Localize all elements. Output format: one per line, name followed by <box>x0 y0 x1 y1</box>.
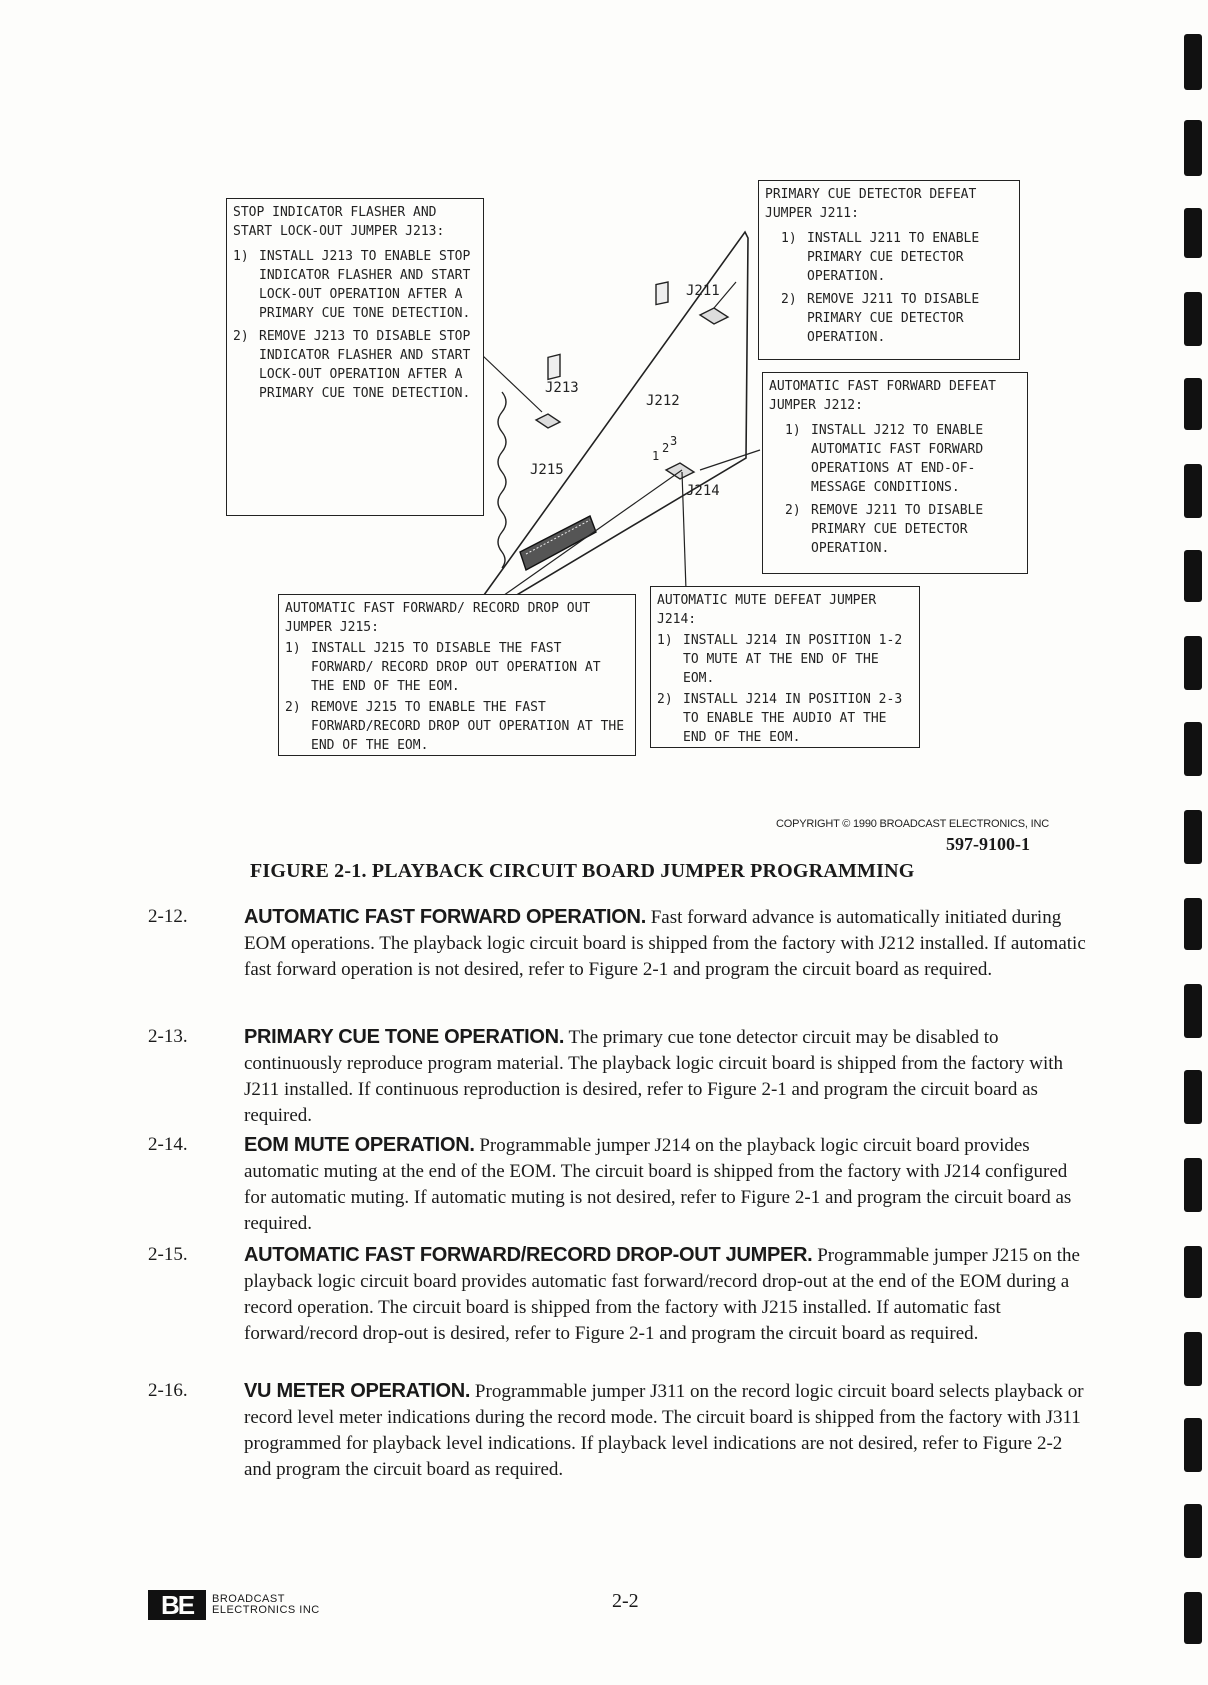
callout-j214-heading: AUTOMATIC MUTE DEFEAT JUMPER J214: <box>657 593 877 627</box>
paragraph <box>148 1378 1088 1483</box>
binder-mark <box>1184 1246 1202 1298</box>
item-text: REMOVE J213 TO DISABLE STOP INDICATOR FLASHER AND START LOCK-OUT OPERATION AFTER A PRIMARY CUE TONE DETECTION. <box>259 329 471 401</box>
paragraph-body <box>244 1024 1088 1129</box>
item-number: 2) <box>233 329 249 344</box>
callout-j213-heading: STOP INDICATOR FLASHER AND START LOCK-OUT JUMPER J213: <box>233 205 445 239</box>
callout-j214-item <box>657 631 913 688</box>
item-number: 2) <box>785 503 801 518</box>
edge-connector <box>520 516 596 570</box>
label-j213: J213 <box>545 380 579 396</box>
item-text: REMOVE J211 TO DISABLE PRIMARY CUE DETECTOR OPERATION. <box>811 503 984 556</box>
paragraph-body <box>244 904 1088 983</box>
paragraph <box>148 1132 1088 1237</box>
binder-mark <box>1184 1332 1202 1386</box>
item-number: 1) <box>285 641 301 656</box>
binder-mark <box>1184 1070 1202 1124</box>
item-text: INSTALL J213 TO ENABLE STOP INDICATOR FLASHER AND START LOCK-OUT OPERATION AFTER A PRIMARY CUE TONE DETECTION. <box>259 249 471 321</box>
jumper-j213 <box>536 414 560 428</box>
part-number: 597-9100-1 <box>946 834 1030 854</box>
callout-j211-item <box>765 290 1013 347</box>
paragraph-text: Programmable jumper J311 on the record logic circuit board selects playback or record level meter indications during the record mode. The circuit board is shipped from the factory with J311 programmed for playback level indications. If playback level indications are not desired, refer to Figure 2-2 and program the circuit board as required. <box>244 1381 1084 1480</box>
paragraph-body <box>244 1242 1088 1347</box>
paragraph-number: 2-15. <box>148 1244 188 1265</box>
paragraph-number: 2-14. <box>148 1134 188 1155</box>
jumper-j211 <box>700 308 728 324</box>
callout-j215-item <box>285 698 629 755</box>
label-j215: J215 <box>530 462 564 478</box>
label-position-1: 1 <box>652 449 660 463</box>
label-j214: J214 <box>686 483 720 499</box>
callout-j211-heading: PRIMARY CUE DETECTOR DEFEAT JUMPER J211: <box>765 187 977 221</box>
callout-j215-item <box>285 639 629 696</box>
binder-mark <box>1184 898 1202 950</box>
callout-j213-item <box>233 327 477 403</box>
item-number: 1) <box>781 231 797 246</box>
binder-mark <box>1184 810 1202 864</box>
paragraph-text: Fast forward advance is automatically initiated during EOM operations. The playback logic circuit board is shipped from the factory with J212 installed. If automatic fast forward operation is not desired, refer to Figure 2-1 and program the circuit board as required. <box>244 907 1086 980</box>
paragraph-heading: EOM MUTE OPERATION. <box>244 1134 475 1156</box>
paragraph-heading: AUTOMATIC FAST FORWARD OPERATION. <box>244 906 646 928</box>
binder-mark <box>1184 1158 1202 1212</box>
paragraph-number: 2-16. <box>148 1380 188 1401</box>
binder-mark <box>1184 1592 1202 1644</box>
callout-j215-heading: AUTOMATIC FAST FORWARD/ RECORD DROP OUT JUMPER J215: <box>285 601 591 635</box>
page-number: 2-2 <box>612 1590 639 1612</box>
paragraph-heading: PRIMARY CUE TONE OPERATION. <box>244 1026 565 1048</box>
item-number: 2) <box>657 692 673 707</box>
item-number: 1) <box>233 249 249 264</box>
item-text: INSTALL J212 TO ENABLE AUTOMATIC FAST FORWARD OPERATIONS AT END-OF-MESSAGE CONDITIONS. <box>811 423 984 495</box>
callout-j214 <box>650 586 920 748</box>
jumper-j215 <box>548 354 560 379</box>
binder-mark <box>1184 1504 1202 1558</box>
logo-line-1: BROADCAST <box>212 1593 285 1605</box>
item-number: 2) <box>781 292 797 307</box>
label-position-2: 2 <box>662 441 670 455</box>
paragraph-heading: AUTOMATIC FAST FORWARD/RECORD DROP-OUT JUMPER. <box>244 1244 813 1266</box>
paragraph-body <box>244 1378 1088 1483</box>
callout-j211 <box>758 180 1020 360</box>
callout-j212 <box>762 372 1028 574</box>
paragraph-heading: VU METER OPERATION. <box>244 1380 471 1402</box>
callout-j212-item <box>769 421 1021 497</box>
figure-title: FIGURE 2-1. PLAYBACK CIRCUIT BOARD JUMPER PROGRAMMING <box>250 860 915 882</box>
item-number: 1) <box>657 633 673 648</box>
copyright-notice: COPYRIGHT © 1990 BROADCAST ELECTRONICS, INC <box>776 818 1049 830</box>
item-text: INSTALL J214 IN POSITION 2-3 TO ENABLE THE AUDIO AT THE END OF THE EOM. <box>683 692 903 745</box>
item-text: REMOVE J211 TO DISABLE PRIMARY CUE DETECTOR OPERATION. <box>807 292 980 345</box>
paragraph-text: Programmable jumper J214 on the playback logic circuit board provides automatic muting at the end of the EOM. The circuit board is shipped from the factory with J214 configured for automatic muting. If automatic muting is not desired, refer to Figure 2-1 and program the circuit board as required. <box>244 1135 1072 1234</box>
paragraph <box>148 904 1088 983</box>
callout-j213-item <box>233 247 477 323</box>
binder-mark <box>1184 1418 1202 1472</box>
logo-mark: BE <box>148 1590 206 1620</box>
logo-line-2: ELECTRONICS INC <box>212 1604 320 1616</box>
paragraph-text: Programmable jumper J215 on the playback logic circuit board provides automatic fast forward/record drop-out at the end of the EOM during a record operation. The circuit board is shipped from the factory with J215 installed. If automatic fast forward/record drop-out is desired, refer to Figure 2-1 and program the circuit board as required. <box>244 1245 1080 1344</box>
callout-j213 <box>226 198 484 516</box>
item-number: 1) <box>785 423 801 438</box>
binder-mark <box>1184 984 1202 1038</box>
paragraph <box>148 1242 1088 1347</box>
label-j211: J211 <box>686 283 720 299</box>
paragraph-body <box>244 1132 1088 1237</box>
callout-j212-heading: AUTOMATIC FAST FORWARD DEFEAT JUMPER J212: <box>769 379 996 413</box>
paragraph <box>148 1024 1088 1129</box>
item-text: INSTALL J215 TO DISABLE THE FAST FORWARD/ RECORD DROP OUT OPERATION AT THE END OF THE EOM. <box>311 641 601 694</box>
company-logo <box>148 1590 320 1620</box>
item-text: INSTALL J211 TO ENABLE PRIMARY CUE DETECTOR OPERATION. <box>807 231 980 284</box>
item-text: REMOVE J215 TO ENABLE THE FAST FORWARD/RECORD DROP OUT OPERATION AT THE END OF THE EOM. <box>311 700 625 753</box>
item-text: INSTALL J214 IN POSITION 1-2 TO MUTE AT THE END OF THE EOM. <box>683 633 903 686</box>
callout-j215 <box>278 594 636 756</box>
label-j212: J212 <box>646 393 680 409</box>
paragraph-number: 2-13. <box>148 1026 188 1047</box>
paragraph-text: The primary cue tone detector circuit may be disabled to continuously reproduce program material. The playback logic circuit board is shipped from the factory with J211 installed. If continuous reproduction is desired, refer to Figure 2-1 and program the circuit board as required. <box>244 1027 1064 1126</box>
callout-j211-item <box>765 229 1013 286</box>
jumper-j212 <box>656 282 668 305</box>
logo-text <box>212 1594 320 1616</box>
callout-j212-item <box>769 501 1021 558</box>
label-position-3: 3 <box>670 434 678 448</box>
item-number: 2) <box>285 700 301 715</box>
board-edge-break <box>498 392 506 568</box>
paragraph-number: 2-12. <box>148 906 188 927</box>
callout-j214-item <box>657 690 913 747</box>
